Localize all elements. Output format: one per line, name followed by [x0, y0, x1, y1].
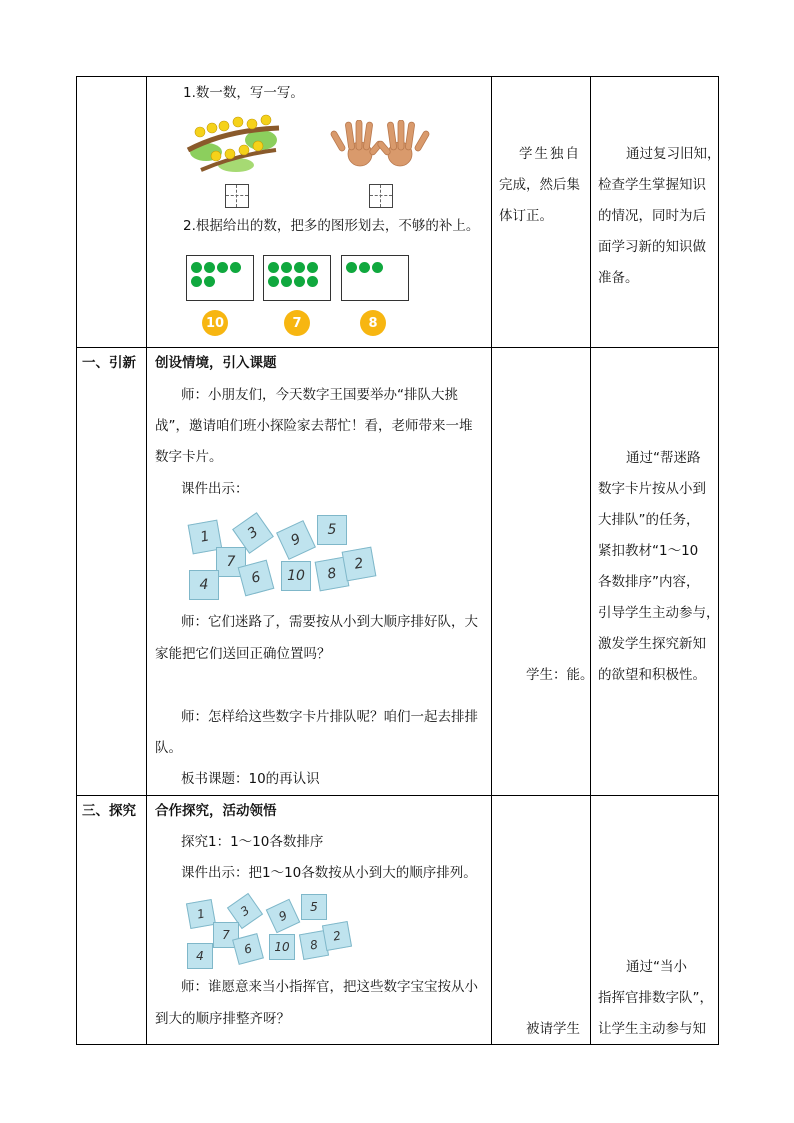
teacher-question: 师：谁愿意来当小指挥官，把这些数字宝宝按从小: [181, 979, 478, 995]
task-1-text: 1.数一数，写一写。: [183, 85, 304, 101]
design-intent-line: 通过“帮迷路: [626, 450, 701, 466]
number-card[interactable]: 6: [238, 560, 275, 597]
design-intent-line: 准备。: [598, 270, 639, 286]
green-dot: [294, 276, 305, 287]
green-dot: [191, 276, 202, 287]
courseware-label: 课件出示：: [181, 481, 249, 497]
answer-grid-box[interactable]: [369, 184, 393, 208]
number-card[interactable]: 4: [189, 570, 219, 600]
design-intent-line: 的情况，同时为后: [598, 208, 706, 224]
table-row-divider-1: [76, 347, 719, 348]
design-intent-line: 各数排序”内容，: [598, 574, 700, 590]
section-heading: 创设情境，引入课题: [155, 355, 277, 371]
design-intent-line: 指挥官排数字队”，: [598, 990, 713, 1006]
design-intent-line: 通过复习旧知，: [626, 146, 721, 162]
task-2-text: 2.根据给出的数，把多的图形划去，不够的补上。: [183, 218, 480, 234]
green-dot: [294, 262, 305, 273]
number-card[interactable]: 7: [216, 547, 246, 577]
courseware-label: 课件出示：把1～10各数按从小到大的顺序排列。: [181, 865, 477, 881]
student-activity-line: 学生独自: [519, 146, 581, 162]
design-intent-line: 面学习新的知识做: [598, 239, 706, 255]
student-activity-line: 被请学生: [526, 1021, 580, 1037]
green-dot: [191, 262, 202, 273]
table-border-bottom: [76, 1044, 719, 1045]
target-number-circle: 7: [284, 310, 310, 336]
design-intent-line: 激发学生探究新知: [598, 636, 706, 652]
green-dot: [217, 262, 228, 273]
table-col-divider-2: [491, 76, 492, 1044]
green-dot: [346, 262, 357, 273]
design-intent-line: 的欲望和积极性。: [598, 667, 706, 683]
number-card[interactable]: 10: [281, 561, 311, 591]
design-intent-line: 大排队”的任务，: [598, 512, 700, 528]
teacher-line: 师：小朋友们，今天数字王国要举办“排队大挑: [181, 387, 458, 403]
teacher-question: 队。: [155, 740, 182, 756]
number-card[interactable]: 4: [187, 943, 213, 969]
student-activity-line: 体订正。: [499, 208, 553, 224]
number-card[interactable]: 5: [317, 515, 347, 545]
design-intent-line: 让学生主动参与知: [598, 1021, 706, 1037]
explore-title: 探究1：1～10各数排序: [181, 834, 324, 850]
number-card[interactable]: 8: [315, 557, 350, 592]
number-card[interactable]: 10: [269, 934, 295, 960]
number-card[interactable]: 1: [188, 520, 223, 555]
number-card[interactable]: 2: [322, 921, 352, 951]
design-intent-line: 检查学生掌握知识: [598, 177, 706, 193]
teacher-question: 到大的顺序排整齐呀？: [155, 1011, 290, 1027]
green-dot: [307, 276, 318, 287]
teacher-line: 数字卡片。: [155, 449, 223, 465]
green-dot: [281, 276, 292, 287]
design-intent-line: 紧扣教材“1～10: [598, 543, 699, 559]
green-dot: [268, 276, 279, 287]
number-card[interactable]: 8: [299, 930, 329, 960]
design-intent-line: 引导学生主动参与，: [598, 605, 720, 621]
board-title: 板书课题：10的再认识: [181, 771, 320, 787]
green-dot: [281, 262, 292, 273]
green-dot: [230, 262, 241, 273]
table-border-right: [718, 76, 719, 1044]
target-number-circle: 8: [360, 310, 386, 336]
stage-label: 三、探究: [82, 803, 136, 819]
table-row-divider-2: [76, 795, 719, 796]
number-card[interactable]: 3: [232, 512, 274, 554]
number-card[interactable]: 1: [186, 899, 216, 929]
student-activity-line: 完成，然后集: [499, 177, 580, 193]
number-card[interactable]: 3: [227, 893, 263, 929]
green-dot: [204, 276, 215, 287]
teacher-question: 师：怎样给这些数字卡片排队呢？咱们一起去排排: [181, 709, 478, 725]
design-intent-line: 通过“当小: [626, 959, 687, 975]
teacher-question: 家能把它们送回正确位置吗？: [155, 646, 331, 662]
table-border-top: [76, 76, 719, 77]
green-dot: [268, 262, 279, 273]
table-col-divider-3: [590, 76, 591, 1044]
teacher-question: 师：它们迷路了，需要按从小到大顺序排好队，大: [181, 614, 478, 630]
birds-on-branch-illustration: [186, 110, 281, 175]
green-dot: [359, 262, 370, 273]
number-card[interactable]: 6: [232, 933, 264, 965]
number-card[interactable]: 2: [342, 547, 377, 582]
green-dot: [307, 262, 318, 273]
answer-grid-box[interactable]: [225, 184, 249, 208]
green-dot: [204, 262, 215, 273]
table-col-divider-1: [146, 76, 147, 1044]
number-card[interactable]: 5: [301, 894, 327, 920]
table-border-left: [76, 76, 77, 1044]
two-hands-illustration: [330, 120, 430, 168]
stage-label: 一、引新: [82, 355, 136, 371]
teacher-line: 战”，邀请咱们班小探险家去帮忙！看，老师带来一堆: [155, 418, 473, 434]
green-dot: [372, 262, 383, 273]
design-intent-line: 数字卡片按从小到: [598, 481, 706, 497]
number-card[interactable]: 9: [266, 899, 301, 934]
target-number-circle: 10: [202, 310, 228, 336]
number-card[interactable]: 9: [276, 520, 316, 560]
student-activity-line: 学生：能。: [526, 667, 594, 683]
number-card[interactable]: 7: [213, 922, 239, 948]
section-heading: 合作探究，活动领悟: [155, 803, 277, 819]
